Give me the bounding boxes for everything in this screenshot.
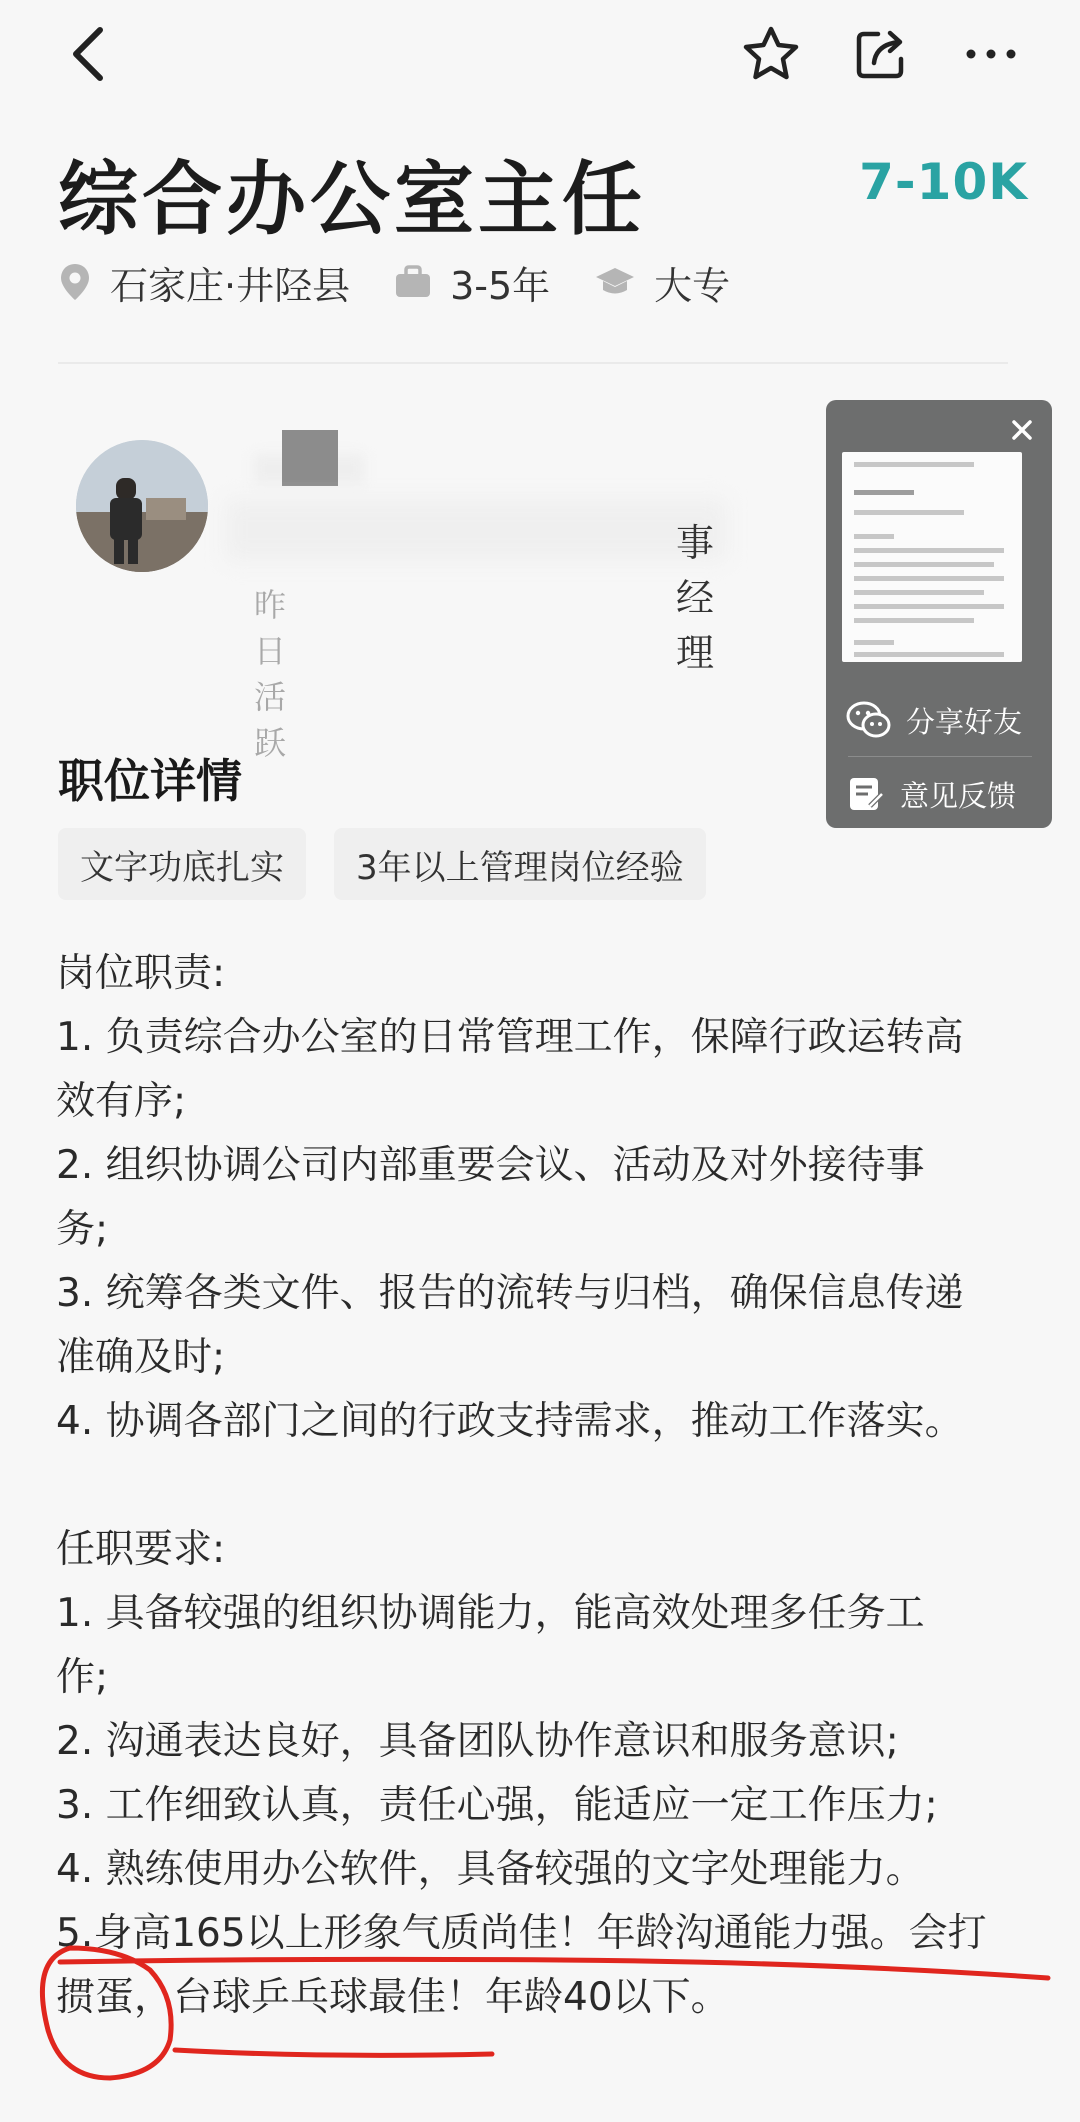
description-line: 岗位职责:	[56, 951, 226, 996]
recruiter-role: 事经理	[676, 521, 715, 675]
favorite-button[interactable]	[735, 18, 807, 90]
graduation-cap-icon	[594, 265, 636, 299]
share-friend-label: 分享好友	[906, 704, 1023, 739]
annotation-underline-2	[175, 2050, 492, 2055]
more-dots-icon	[963, 46, 1019, 62]
tag: 文字功底扎实	[58, 828, 306, 900]
briefcase-icon	[394, 265, 432, 299]
chevron-left-icon	[68, 26, 108, 82]
description-line: 1. 负责综合办公室的日常管理工作，保障行政运转高	[56, 1015, 964, 1060]
feedback-item[interactable]	[846, 766, 1036, 822]
active-status: 昨日活跃	[254, 586, 287, 762]
job-header	[58, 135, 1028, 245]
description-line: 务;	[56, 1207, 109, 1252]
education-text: 大专	[654, 263, 731, 308]
description-line: 5.身高165以上形象气质尚佳！年龄沟通能力强。会打	[56, 1911, 987, 1956]
job-title: 综合办公室主任	[58, 153, 646, 246]
share-popup	[826, 400, 1052, 828]
feedback-edit-icon	[846, 774, 886, 814]
close-icon	[1004, 412, 1040, 448]
tag-list	[58, 828, 734, 900]
description-line: 准确及时;	[56, 1335, 226, 1380]
description-line: 4. 协调各部门之间的行政支持需求，推动工作落实。	[56, 1399, 964, 1444]
description-line: 2. 组织协调公司内部重要会议、活动及对外接待事	[56, 1143, 925, 1188]
education	[594, 255, 730, 310]
paragraph-gap	[56, 1454, 1016, 1518]
experience	[394, 255, 550, 310]
location	[58, 255, 350, 310]
description-line: 3. 统筹各类文件、报告的流转与归档，确保信息传递	[56, 1271, 964, 1316]
feedback-label: 意见反馈	[900, 778, 1017, 813]
share-friend-item[interactable]	[846, 692, 1036, 748]
avatar-photo	[76, 440, 208, 572]
screenshot-thumbnail[interactable]	[842, 452, 1022, 662]
job-description	[56, 942, 1016, 2030]
wechat-icon	[846, 700, 892, 740]
location-pin-icon	[58, 262, 92, 302]
description-line: 效有序;	[56, 1079, 187, 1124]
blurred-company	[226, 500, 726, 560]
popup-close-button[interactable]	[1004, 412, 1040, 448]
tag: 3年以上管理岗位经验	[334, 828, 706, 900]
share-icon	[852, 25, 910, 83]
section-title: 职位详情	[58, 754, 242, 808]
description-line: 2. 沟通表达良好，具备团队协作意识和服务意识;	[56, 1719, 899, 1764]
divider	[58, 362, 1008, 364]
location-text: 石家庄·井陉县	[110, 263, 351, 308]
salary: 7-10K	[859, 153, 1028, 211]
top-bar	[0, 0, 1080, 110]
description-line: 3. 工作细致认真，责任心强，能适应一定工作压力;	[56, 1783, 938, 1828]
star-outline-icon	[741, 24, 801, 84]
description-line: 掼蛋，台球乒乓球最佳！年龄40以下。	[56, 1975, 730, 2020]
share-button[interactable]	[845, 18, 917, 90]
experience-text: 3-5年	[450, 263, 551, 308]
avatar[interactable]	[76, 440, 208, 572]
description-line: 作;	[56, 1655, 109, 1700]
popup-divider	[848, 756, 1032, 757]
job-meta	[58, 252, 774, 312]
description-line: 4. 熟练使用办公软件，具备较强的文字处理能力。	[56, 1847, 925, 1892]
description-line: 1. 具备较强的组织协调能力，能高效处理多任务工	[56, 1591, 925, 1636]
redaction-block	[282, 430, 338, 486]
more-button[interactable]	[955, 18, 1027, 90]
back-button[interactable]	[52, 18, 124, 90]
description-line: 任职要求:	[56, 1527, 226, 1572]
